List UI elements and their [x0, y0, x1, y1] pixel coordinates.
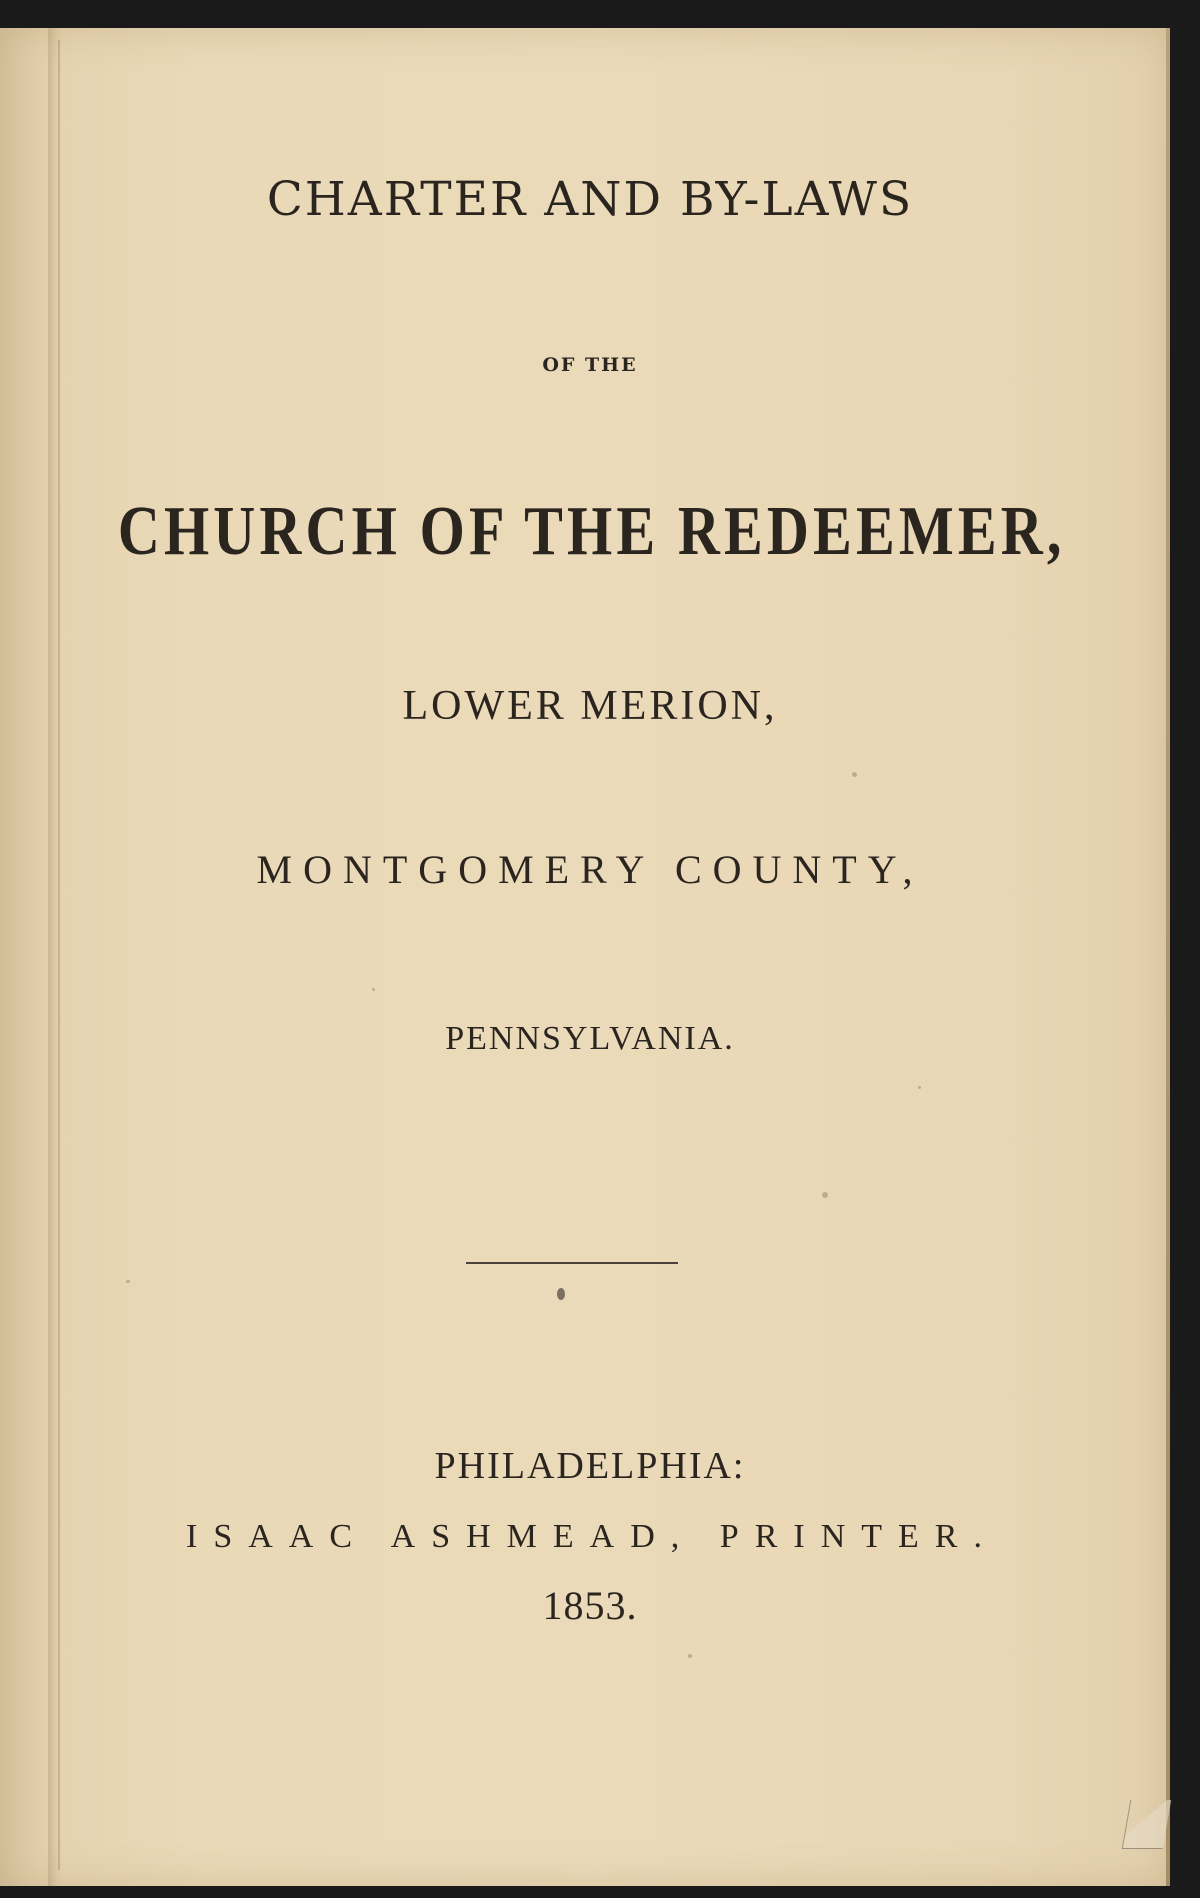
- imprint-printer: ISAAC ASHMEAD, PRINTER.: [186, 1518, 998, 1555]
- paper-speck: [822, 1192, 828, 1198]
- paper-speck: [918, 1086, 921, 1089]
- document-title: CHARTER AND BY-LAWS: [266, 172, 914, 227]
- township-line: LOWER MERION,: [402, 683, 778, 729]
- paper-speck: [126, 1280, 130, 1283]
- state-line: PENNSYLVANIA.: [445, 1020, 735, 1057]
- county-line: MONTGOMERY COUNTY,: [256, 847, 924, 892]
- paper-speck: [688, 1654, 692, 1658]
- page-corner-fold: [1122, 1800, 1172, 1849]
- horizontal-rule: [466, 1262, 678, 1264]
- ink-spot: [557, 1288, 565, 1300]
- paper-speck: [372, 988, 375, 991]
- imprint-year: 1853.: [542, 1583, 638, 1628]
- paper-speck: [852, 772, 857, 777]
- church-name: CHURCH OF THE REDEEMER,: [117, 493, 1066, 570]
- imprint-city: PHILADELPHIA:: [434, 1445, 746, 1487]
- of-the-connector: OF THE: [542, 354, 638, 376]
